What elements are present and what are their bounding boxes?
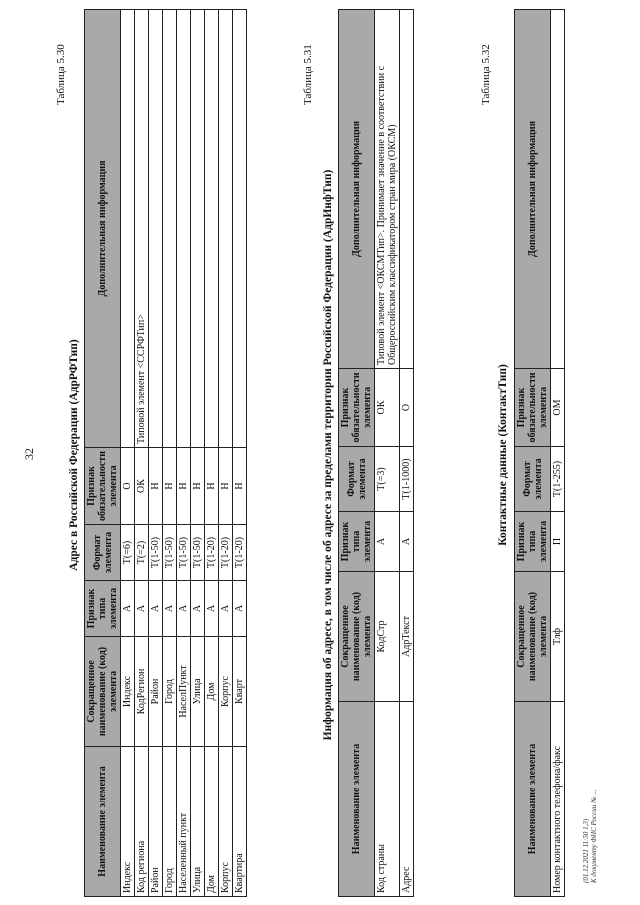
- table-cell: [205, 10, 219, 448]
- table-cell: Код страны: [375, 702, 400, 897]
- table-cell: Номер контактного телефона/факс: [551, 702, 565, 897]
- table-cell: T(1-50): [163, 525, 177, 581]
- table-cell: Н: [205, 447, 219, 524]
- table-cell: НаселПункт: [177, 637, 191, 747]
- table-cell: А: [375, 512, 400, 572]
- table-cell: T(=3): [375, 447, 400, 512]
- table-5-32-title: Контактные данные (КонтактТип): [497, 364, 509, 546]
- column-header: Дополнительная информация: [85, 10, 121, 448]
- column-header: Признак обязательности элемента: [515, 369, 551, 447]
- table-cell: А: [121, 581, 135, 637]
- column-header: Формат элемента: [515, 447, 551, 512]
- table-cell: ОК: [375, 369, 400, 447]
- footnote-line: К документу ФНС России № ...: [590, 789, 599, 883]
- table-cell: T(=6): [121, 525, 135, 581]
- table-row: [191, 10, 205, 897]
- table-cell: [177, 10, 191, 448]
- table-5-32: [514, 9, 565, 897]
- table-cell: Н: [219, 447, 233, 524]
- table-cell: Город: [163, 637, 177, 747]
- table-cell: Улица: [191, 637, 205, 747]
- table-cell: [400, 10, 414, 369]
- table-cell: Н: [149, 447, 163, 524]
- table-cell: [163, 10, 177, 448]
- table-cell: Район: [149, 747, 163, 897]
- table-cell: Кварт: [233, 637, 247, 747]
- table-cell: Дом: [205, 637, 219, 747]
- table-cell: ОК: [135, 447, 149, 524]
- header-row: [85, 10, 121, 897]
- table-row: [149, 10, 163, 897]
- table-cell: А: [233, 581, 247, 637]
- table-cell: А: [191, 581, 205, 637]
- table-row: [121, 10, 135, 897]
- table-cell: А: [219, 581, 233, 637]
- table-5-32-label: Таблица 5.32: [480, 44, 492, 105]
- table-cell: Дом: [205, 747, 219, 897]
- table-cell: Квартира: [233, 747, 247, 897]
- column-header: Признак обязательности элемента: [339, 369, 375, 447]
- footnote: [582, 789, 599, 883]
- table-cell: [121, 10, 135, 448]
- table-row: [219, 10, 233, 897]
- table-cell: О: [400, 369, 414, 447]
- table-row: [177, 10, 191, 897]
- table-cell: T(1-20): [205, 525, 219, 581]
- table-cell: T(1-20): [233, 525, 247, 581]
- column-header: Признак типа элемента: [339, 512, 375, 572]
- table-cell: А: [163, 581, 177, 637]
- table-cell: T(1-1000): [400, 447, 414, 512]
- table-cell: А: [135, 581, 149, 637]
- table-cell: Типовой элемент <ССРФТип>: [135, 10, 149, 448]
- table-cell: [149, 10, 163, 448]
- table-5-30-label: Таблица 5.30: [55, 44, 67, 105]
- table-cell: АдрТекст: [400, 572, 414, 702]
- column-header: Формат элемента: [339, 447, 375, 512]
- header-row: [515, 10, 551, 897]
- table-cell: П: [551, 512, 565, 572]
- column-header: Признак обязательности элемента: [85, 447, 121, 524]
- table-row: [551, 10, 565, 897]
- table-5-31-title: Информация об адресе, в том числе об адресе за пределами территории Российской Федерации (АдрИнфТип): [322, 169, 334, 741]
- table-cell: Населенный пункт: [177, 747, 191, 897]
- table-cell: Тлф: [551, 572, 565, 702]
- table-cell: T(1-50): [177, 525, 191, 581]
- table-cell: [551, 10, 565, 369]
- table-row: [163, 10, 177, 897]
- table-5-31: [338, 9, 414, 897]
- table-cell: [191, 10, 205, 448]
- column-header: Формат элемента: [85, 525, 121, 581]
- table-cell: Корпус: [219, 747, 233, 897]
- table-5-30-title: Адрес в Российской Федерации (АдрРФТип): [68, 339, 80, 571]
- table-row: [375, 10, 400, 897]
- column-header: Сокращенное наименование (код) элемента: [515, 572, 551, 702]
- table-cell: Н: [233, 447, 247, 524]
- table-cell: Индекс: [121, 747, 135, 897]
- table-cell: Индекс: [121, 637, 135, 747]
- table-cell: T(=2): [135, 525, 149, 581]
- column-header: Сокращенное наименование (код) элемента: [339, 572, 375, 702]
- column-header: Дополнительная информация: [515, 10, 551, 369]
- table-5-31-label: Таблица 5.31: [302, 44, 314, 105]
- table-cell: T(1-50): [149, 525, 163, 581]
- table-5-30: [84, 9, 247, 897]
- column-header: Признак типа элемента: [515, 512, 551, 572]
- table-cell: Адрес: [400, 702, 414, 897]
- table-cell: Н: [163, 447, 177, 524]
- table-cell: Типовой элемент <ОКСМТип>. Принимает значение в соответствии с Общероссийским классификатором стран мира (ОКСМ): [375, 10, 400, 369]
- table-cell: Район: [149, 637, 163, 747]
- table-cell: Корпус: [219, 637, 233, 747]
- header-row: [339, 10, 375, 897]
- table-cell: T(1-255): [551, 447, 565, 512]
- table-cell: Н: [177, 447, 191, 524]
- column-header: Наименование элемента: [339, 702, 375, 897]
- table-cell: А: [149, 581, 163, 637]
- table-cell: T(1-50): [191, 525, 205, 581]
- table-row: [205, 10, 219, 897]
- table-cell: О: [121, 447, 135, 524]
- table-cell: Город: [163, 747, 177, 897]
- table-cell: Н: [191, 447, 205, 524]
- table-cell: КодРегион: [135, 637, 149, 747]
- column-header: Признак типа элемента: [85, 581, 121, 637]
- table-cell: [233, 10, 247, 448]
- table-cell: [219, 10, 233, 448]
- table-cell: Улица: [191, 747, 205, 897]
- table-cell: А: [400, 512, 414, 572]
- footnote-line: (01.12.2021 11:50 1,3): [582, 818, 590, 883]
- page-number: 32: [22, 448, 36, 460]
- table-cell: T(1-20): [219, 525, 233, 581]
- column-header: Наименование элемента: [85, 747, 121, 897]
- table-row: [233, 10, 247, 897]
- table-cell: А: [205, 581, 219, 637]
- column-header: Сокращенное наименование (код) элемента: [85, 637, 121, 747]
- column-header: Дополнительная информация: [339, 10, 375, 369]
- table-cell: ОМ: [551, 369, 565, 447]
- column-header: Наименование элемента: [515, 702, 551, 897]
- table-cell: Код региона: [135, 747, 149, 897]
- table-row: [400, 10, 414, 897]
- table-row: [135, 10, 149, 897]
- table-cell: КодСтр: [375, 572, 400, 702]
- table-cell: А: [177, 581, 191, 637]
